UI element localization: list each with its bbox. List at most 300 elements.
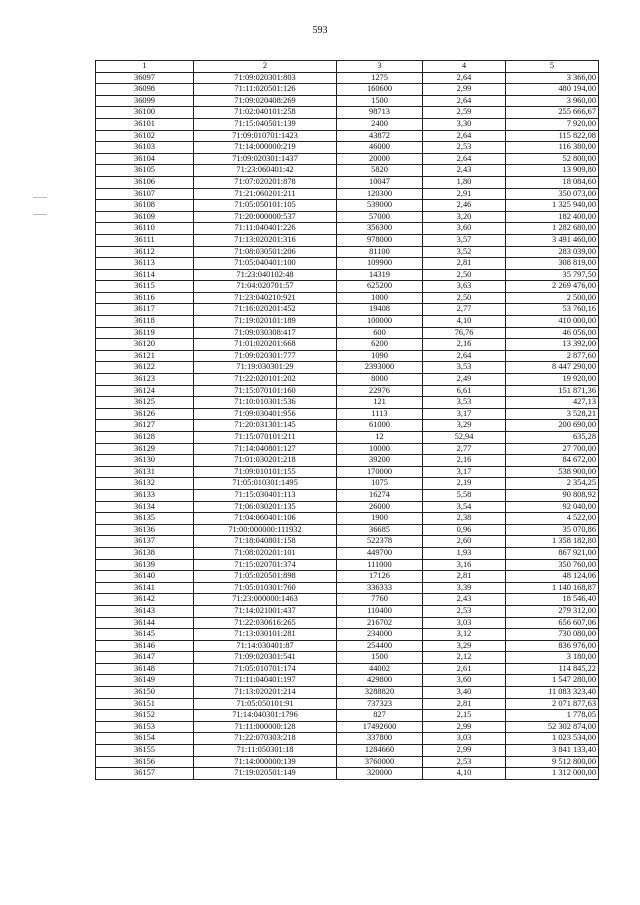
table-row	[96, 466, 599, 478]
table-row	[96, 385, 599, 397]
table-cell: 1,80	[423, 176, 506, 188]
table-cell: 1500	[337, 652, 423, 664]
table-cell: 71:04:020701:57	[194, 281, 337, 293]
table-cell: 2,53	[423, 605, 506, 617]
table-cell: 2400	[337, 118, 423, 130]
table-cell: 98713	[337, 107, 423, 119]
table-cell: 2,19	[423, 478, 506, 490]
table-row	[96, 432, 599, 444]
table-cell: 827	[337, 710, 423, 722]
table-row	[96, 605, 599, 617]
table-cell: 71:02:040101:258	[194, 107, 337, 119]
table-row	[96, 118, 599, 130]
table-row	[96, 594, 599, 606]
table-cell: 36130	[96, 455, 194, 467]
table-cell: 283 039,00	[506, 246, 599, 258]
table-cell: 35 797,50	[506, 269, 599, 281]
table-row	[96, 721, 599, 733]
table-row	[96, 408, 599, 420]
table-cell: 71:09:020408:269	[194, 95, 337, 107]
table-cell: 1 778,05	[506, 710, 599, 722]
table-cell: 36117	[96, 304, 194, 316]
table-cell: 216702	[337, 617, 423, 629]
table-cell: 71:04:060401:106	[194, 513, 337, 525]
table-cell: 2,50	[423, 292, 506, 304]
table-cell: 36146	[96, 640, 194, 652]
table-cell: 71:11:050301:18	[194, 745, 337, 757]
table-cell: 3,20	[423, 211, 506, 223]
table-row	[96, 768, 599, 780]
header-row	[96, 61, 599, 73]
table-cell: 1 312 000,00	[506, 768, 599, 780]
table-cell: 1 325 940,00	[506, 200, 599, 212]
table-row	[96, 362, 599, 374]
table-row	[96, 234, 599, 246]
table-cell: 71:18:040801:158	[194, 536, 337, 548]
table-cell: 4,10	[423, 316, 506, 328]
table-cell: 2,46	[423, 200, 506, 212]
table-cell: 3 960,00	[506, 95, 599, 107]
table-cell: 71:09:010701:1423	[194, 130, 337, 142]
table-cell: 36137	[96, 536, 194, 548]
table-cell: 71:15:040501:139	[194, 118, 337, 130]
table-cell: 100000	[337, 316, 423, 328]
table-cell: 71:11:040401:197	[194, 675, 337, 687]
table-cell: 2,64	[423, 72, 506, 84]
table-cell: 1 358 182,80	[506, 536, 599, 548]
table-cell: 36129	[96, 443, 194, 455]
table-cell: 71:09:010101:155	[194, 466, 337, 478]
table-cell: 5,58	[423, 489, 506, 501]
table-row	[96, 153, 599, 165]
table-cell: 350 760,00	[506, 559, 599, 571]
table-cell: 71:09:020301:777	[194, 350, 337, 362]
table-cell: 36126	[96, 408, 194, 420]
table-cell: 36098	[96, 84, 194, 96]
table-cell: 36107	[96, 188, 194, 200]
table-cell: 36145	[96, 629, 194, 641]
table-cell: 2,53	[423, 756, 506, 768]
column-header: 2	[194, 61, 337, 73]
table-cell: 2,81	[423, 258, 506, 270]
table-cell: 36155	[96, 745, 194, 757]
table-cell: 337800	[337, 733, 423, 745]
table-cell: 2,81	[423, 698, 506, 710]
table-cell: 71:23:040210:921	[194, 292, 337, 304]
table-body	[96, 72, 599, 779]
table-cell: 7 920,00	[506, 118, 599, 130]
table-cell: 36124	[96, 385, 194, 397]
table-cell: 3,03	[423, 733, 506, 745]
table-cell: 36140	[96, 571, 194, 583]
table-cell: 111000	[337, 559, 423, 571]
table-row	[96, 374, 599, 386]
table-cell: 36106	[96, 176, 194, 188]
table-cell: 2,64	[423, 350, 506, 362]
table-cell: 36108	[96, 200, 194, 212]
table-cell: 36123	[96, 374, 194, 386]
table-row	[96, 420, 599, 432]
table-row	[96, 200, 599, 212]
table-cell: 2,38	[423, 513, 506, 525]
table-cell: 1 023 534,00	[506, 733, 599, 745]
table-cell: 71:08:020201:101	[194, 547, 337, 559]
table-cell: 2 071 877,63	[506, 698, 599, 710]
table-cell: 1 282 680,00	[506, 223, 599, 235]
table-cell: 480 194,00	[506, 84, 599, 96]
table-cell: 71:23:040102:48	[194, 269, 337, 281]
table-cell: 3,60	[423, 223, 506, 235]
table-cell: 3,57	[423, 234, 506, 246]
table-cell: 36111	[96, 234, 194, 246]
table-cell: 18 546,40	[506, 594, 599, 606]
table-cell: 71:05:050101:105	[194, 200, 337, 212]
table-cell: 182 400,00	[506, 211, 599, 223]
table-cell: 36127	[96, 420, 194, 432]
table-cell: 1113	[337, 408, 423, 420]
table-cell: 71:15:030401:113	[194, 489, 337, 501]
table-cell: 71:09:020301:1437	[194, 153, 337, 165]
table-cell: 2,43	[423, 594, 506, 606]
table-cell: 635,28	[506, 432, 599, 444]
table-cell: 2,15	[423, 710, 506, 722]
table-cell: 3,63	[423, 281, 506, 293]
table-cell: 350 073,00	[506, 188, 599, 200]
table-cell: 46 056,00	[506, 327, 599, 339]
table-row	[96, 629, 599, 641]
table-cell: 1900	[337, 513, 423, 525]
table-row	[96, 246, 599, 258]
table-cell: 9 512 800,00	[506, 756, 599, 768]
table-cell: 2 269 476,00	[506, 281, 599, 293]
table-cell: 71:14:030401:87	[194, 640, 337, 652]
table-row	[96, 455, 599, 467]
table-cell: 71:14:000000:219	[194, 142, 337, 154]
table-cell: 3 528,21	[506, 408, 599, 420]
table-cell: 71:20:031301:145	[194, 420, 337, 432]
table-cell: 71:05:010301:760	[194, 582, 337, 594]
table-cell: 4,10	[423, 768, 506, 780]
table-cell: 36132	[96, 478, 194, 490]
table-cell: 17126	[337, 571, 423, 583]
table-cell: 2 877,60	[506, 350, 599, 362]
table-cell: 36114	[96, 269, 194, 281]
table-cell: 36122	[96, 362, 194, 374]
table-cell: 6,61	[423, 385, 506, 397]
table-cell: 36143	[96, 605, 194, 617]
table-cell: 3288820	[337, 687, 423, 699]
table-cell: 36097	[96, 72, 194, 84]
table-cell: 36150	[96, 687, 194, 699]
table-cell: 17492600	[337, 721, 423, 733]
table-cell: 2,43	[423, 165, 506, 177]
table-cell: 39200	[337, 455, 423, 467]
table-row	[96, 652, 599, 664]
table-cell: 36147	[96, 652, 194, 664]
table-row	[96, 687, 599, 699]
table-row	[96, 350, 599, 362]
table-cell: 71:22:030616:265	[194, 617, 337, 629]
table-cell: 2,53	[423, 142, 506, 154]
table-cell: 115 822,08	[506, 130, 599, 142]
table-cell: 71:21:060201:211	[194, 188, 337, 200]
column-header: 3	[337, 61, 423, 73]
table-cell: 71:09:020301:541	[194, 652, 337, 664]
table-cell: 2,49	[423, 374, 506, 386]
table-cell: 2,64	[423, 95, 506, 107]
table-cell: 43872	[337, 130, 423, 142]
table-row	[96, 513, 599, 525]
table-cell: 71:14:000000:139	[194, 756, 337, 768]
table-cell: 36135	[96, 513, 194, 525]
table-cell: 656 607,06	[506, 617, 599, 629]
table-cell: 13 392,00	[506, 339, 599, 351]
table-cell: 2,60	[423, 536, 506, 548]
table-cell: 71:00:000000:111932	[194, 524, 337, 536]
table-cell: 46000	[337, 142, 423, 154]
table-cell: 1 547 280,00	[506, 675, 599, 687]
table-cell: 625200	[337, 281, 423, 293]
table-cell: 2 500,00	[506, 292, 599, 304]
table-cell: 2,77	[423, 443, 506, 455]
table-cell: 36685	[337, 524, 423, 536]
table-cell: 36153	[96, 721, 194, 733]
table-cell: 26000	[337, 501, 423, 513]
table-cell: 52 800,00	[506, 153, 599, 165]
table-cell: 336333	[337, 582, 423, 594]
table-row	[96, 524, 599, 536]
table-row	[96, 327, 599, 339]
table-cell: 76,76	[423, 327, 506, 339]
table-cell: 3,54	[423, 501, 506, 513]
table-cell: 3,29	[423, 640, 506, 652]
table-row	[96, 756, 599, 768]
table-cell: 57000	[337, 211, 423, 223]
table-row	[96, 188, 599, 200]
table-cell: 3 180,00	[506, 652, 599, 664]
scan-mark	[33, 197, 47, 198]
table-cell: 71:19:030301:29	[194, 362, 337, 374]
table-cell: 36099	[96, 95, 194, 107]
table-row	[96, 292, 599, 304]
table-row	[96, 559, 599, 571]
table-cell: 2,50	[423, 269, 506, 281]
table-cell: 254400	[337, 640, 423, 652]
table-cell: 110400	[337, 605, 423, 617]
table-cell: 0,96	[423, 524, 506, 536]
table-cell: 3 841 133,40	[506, 745, 599, 757]
table-row	[96, 223, 599, 235]
table-cell: 71:20:000000:537	[194, 211, 337, 223]
table-row	[96, 478, 599, 490]
table-row	[96, 316, 599, 328]
table-row	[96, 489, 599, 501]
table-cell: 36131	[96, 466, 194, 478]
table-cell: 20000	[337, 153, 423, 165]
table-cell: 71:15:070101:160	[194, 385, 337, 397]
table-cell: 170000	[337, 466, 423, 478]
table-cell: 11 083 323,40	[506, 687, 599, 699]
table-cell: 71:14:040301:1796	[194, 710, 337, 722]
table-cell: 2,77	[423, 304, 506, 316]
table-cell: 71:11:000000:128	[194, 721, 337, 733]
table-cell: 3,52	[423, 246, 506, 258]
table-cell: 19408	[337, 304, 423, 316]
table-cell: 36125	[96, 397, 194, 409]
table-cell: 3,17	[423, 466, 506, 478]
table-cell: 71:16:020201:452	[194, 304, 337, 316]
table-cell: 36120	[96, 339, 194, 351]
table-cell: 36115	[96, 281, 194, 293]
table-row	[96, 142, 599, 154]
table-cell: 71:14:040801:127	[194, 443, 337, 455]
table-cell: 36133	[96, 489, 194, 501]
table-cell: 19 920,00	[506, 374, 599, 386]
table-cell: 71:22:020101:202	[194, 374, 337, 386]
table-cell: 36144	[96, 617, 194, 629]
table-row	[96, 501, 599, 513]
table-cell: 3 491 460,00	[506, 234, 599, 246]
table-cell: 3,53	[423, 397, 506, 409]
table-row	[96, 675, 599, 687]
column-header: 4	[423, 61, 506, 73]
table-cell: 71:09:020301:803	[194, 72, 337, 84]
table-cell: 320000	[337, 768, 423, 780]
table-cell: 71:11:040401:226	[194, 223, 337, 235]
table-cell: 200 690,00	[506, 420, 599, 432]
table-cell: 538 900,00	[506, 466, 599, 478]
table-row	[96, 130, 599, 142]
table-cell: 71:07:020201:878	[194, 176, 337, 188]
table-cell: 90 808,92	[506, 489, 599, 501]
table-cell: 3,60	[423, 675, 506, 687]
table-row	[96, 269, 599, 281]
table-cell: 71:09:030401:956	[194, 408, 337, 420]
table-cell: 429800	[337, 675, 423, 687]
table-cell: 36157	[96, 768, 194, 780]
table-cell: 12	[337, 432, 423, 444]
table-cell: 71:10:010301:536	[194, 397, 337, 409]
table-cell: 36138	[96, 547, 194, 559]
table-cell: 2,12	[423, 652, 506, 664]
table-cell: 410 000,00	[506, 316, 599, 328]
table-cell: 1275	[337, 72, 423, 84]
table-cell: 36101	[96, 118, 194, 130]
table-row	[96, 165, 599, 177]
table-cell: 427,13	[506, 397, 599, 409]
table-cell: 36109	[96, 211, 194, 223]
table-cell: 36151	[96, 698, 194, 710]
table-row	[96, 211, 599, 223]
table-cell: 978000	[337, 234, 423, 246]
table-row	[96, 698, 599, 710]
table-cell: 27 700,00	[506, 443, 599, 455]
table-cell: 71:14:021001:437	[194, 605, 337, 617]
table-row	[96, 176, 599, 188]
table-cell: 36119	[96, 327, 194, 339]
page-number: 593	[312, 25, 328, 36]
table-cell: 53 760,16	[506, 304, 599, 316]
table-cell: 2,99	[423, 84, 506, 96]
table-cell: 14319	[337, 269, 423, 281]
table-cell: 36152	[96, 710, 194, 722]
table-cell: 71:11:020501:126	[194, 84, 337, 96]
table-cell: 71:01:020201:668	[194, 339, 337, 351]
table-cell: 867 921,00	[506, 547, 599, 559]
table-cell: 279 312,00	[506, 605, 599, 617]
table-cell: 1090	[337, 350, 423, 362]
table-cell: 356300	[337, 223, 423, 235]
table-cell: 121	[337, 397, 423, 409]
table-cell: 71:08:030501:206	[194, 246, 337, 258]
table-cell: 160600	[337, 84, 423, 96]
table-cell: 3,17	[423, 408, 506, 420]
table-row	[96, 258, 599, 270]
table-row	[96, 536, 599, 548]
table-cell: 44002	[337, 663, 423, 675]
table-cell: 5820	[337, 165, 423, 177]
table-cell: 71:19:020501:149	[194, 768, 337, 780]
table-cell: 81100	[337, 246, 423, 258]
table-cell: 3,53	[423, 362, 506, 374]
table-row	[96, 304, 599, 316]
table-cell: 71:13:020201:214	[194, 687, 337, 699]
table-cell: 71:13:030101:281	[194, 629, 337, 641]
table-cell: 52 302 874,00	[506, 721, 599, 733]
table-cell: 3,29	[423, 420, 506, 432]
table-cell: 36116	[96, 292, 194, 304]
table-row	[96, 617, 599, 629]
table-cell: 1 140 168,87	[506, 582, 599, 594]
table-cell: 3,12	[423, 629, 506, 641]
table-cell: 2,99	[423, 745, 506, 757]
table-cell: 36148	[96, 663, 194, 675]
table-cell: 36105	[96, 165, 194, 177]
table-cell: 730 080,00	[506, 629, 599, 641]
table-cell: 308 819,00	[506, 258, 599, 270]
table-cell: 36139	[96, 559, 194, 571]
table-cell: 2,81	[423, 571, 506, 583]
table-cell: 3760000	[337, 756, 423, 768]
table-cell: 71:13:020201:316	[194, 234, 337, 246]
table-cell: 6200	[337, 339, 423, 351]
table-cell: 151 871,36	[506, 385, 599, 397]
table-cell: 61000	[337, 420, 423, 432]
table-cell: 92 040,00	[506, 501, 599, 513]
table-cell: 71:05:010301:1495	[194, 478, 337, 490]
table-cell: 36118	[96, 316, 194, 328]
table-cell: 234000	[337, 629, 423, 641]
table-cell: 2,91	[423, 188, 506, 200]
table-cell: 2393000	[337, 362, 423, 374]
table-row	[96, 443, 599, 455]
table-cell: 71:15:070101:211	[194, 432, 337, 444]
table-cell: 71:15:020701:374	[194, 559, 337, 571]
table-row	[96, 84, 599, 96]
table-cell: 2,16	[423, 339, 506, 351]
table-cell: 2,64	[423, 153, 506, 165]
table-cell: 10000	[337, 443, 423, 455]
table-cell: 71:23:060401:42	[194, 165, 337, 177]
table-row	[96, 72, 599, 84]
table-cell: 18 084,60	[506, 176, 599, 188]
table-row	[96, 397, 599, 409]
table-cell: 35 070,86	[506, 524, 599, 536]
table-cell: 737323	[337, 698, 423, 710]
table-cell: 71:05:050101:91	[194, 698, 337, 710]
table-cell: 4 522,00	[506, 513, 599, 525]
table-cell: 8 447 290,00	[506, 362, 599, 374]
